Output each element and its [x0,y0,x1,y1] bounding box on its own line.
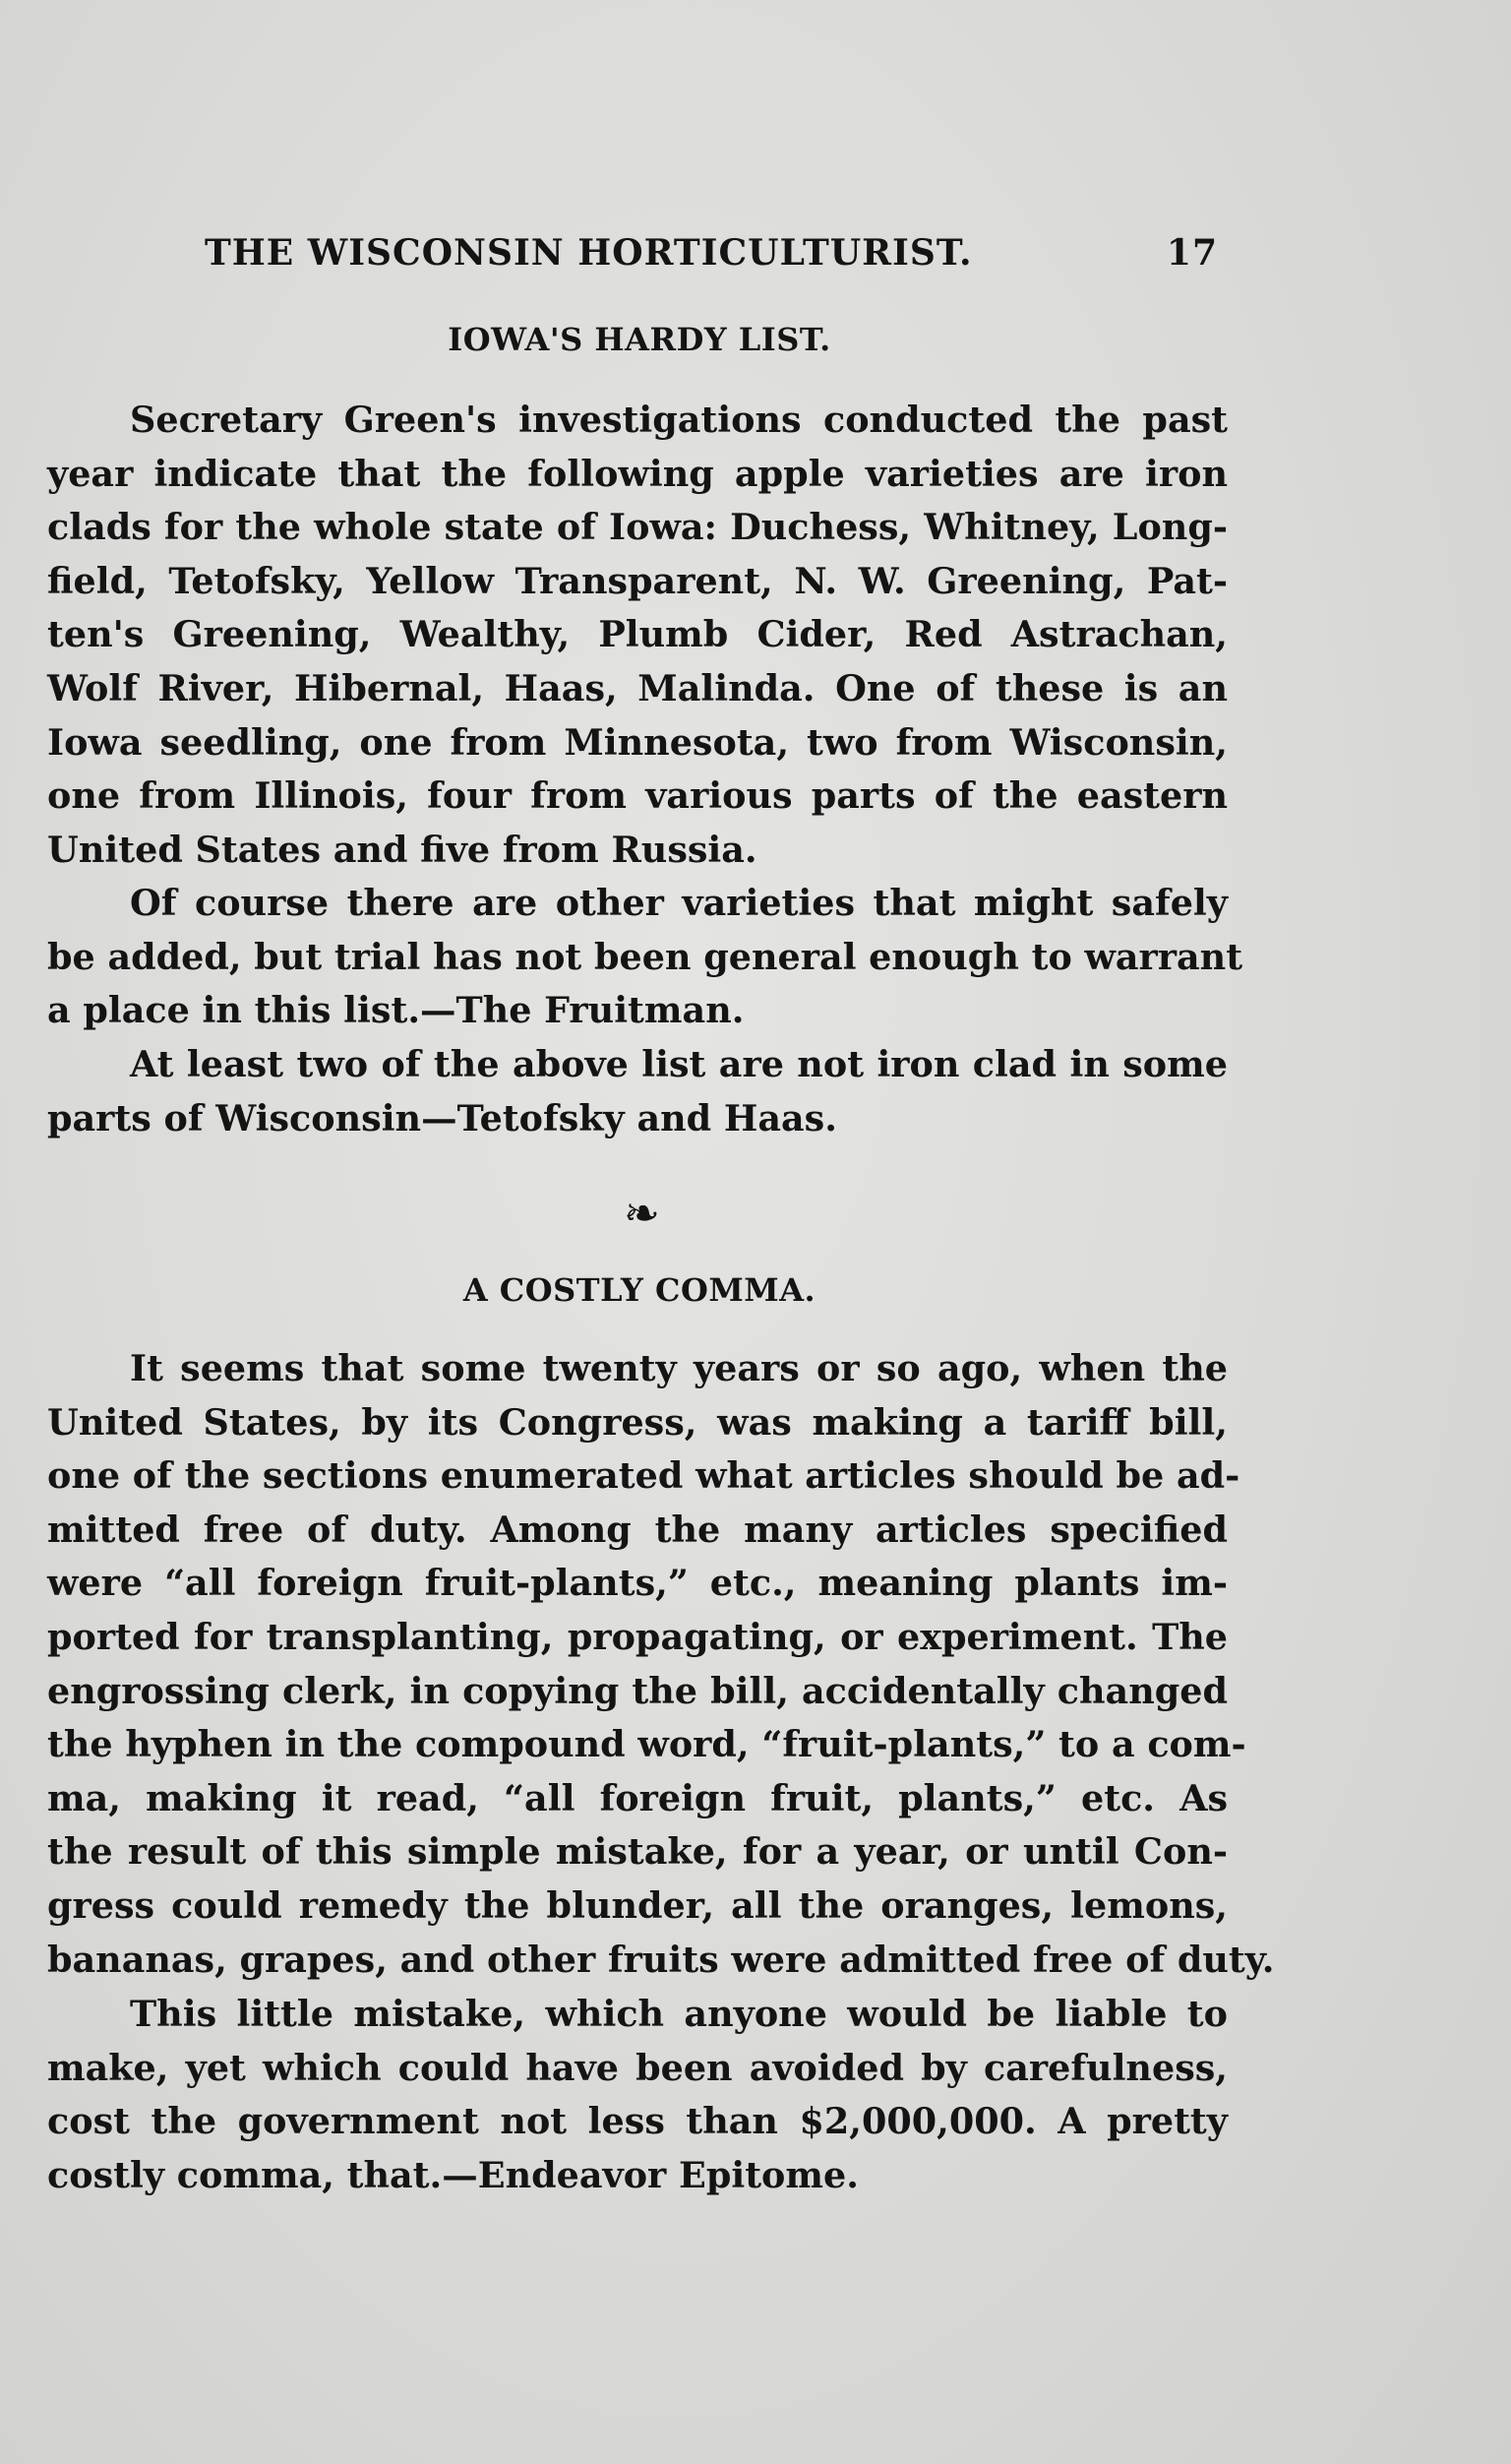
text-line: a place in this list.—The Fruitman. [47,989,745,1032]
text-line: It seems that some twenty years or so ago, when the [130,1347,1228,1389]
text-line: mitted free of duty. Among the many articles specified [47,1508,1228,1551]
text-line: clads for the whole state of Iowa: Duchess, Whitney, Long- [47,506,1228,549]
text-line: be added, but trial has not been general enough to warrant [47,935,1243,978]
text-line: cost the government not less than $2,000,000. A pretty [47,2100,1228,2143]
text-line: ported for transplanting, propagating, or experiment. The [47,1615,1228,1658]
text-line: At least two of the above list are not iron clad in some [130,1043,1228,1085]
text-line: Of course there are other varieties that might safely [130,882,1228,924]
text-line: ten's Greening, Wealthy, Plumb Cider, Red Astrachan, [47,613,1228,656]
paragraph-iron-clad-note [47,1038,1228,1145]
text-line: parts of Wisconsin—Tetofsky and Haas. [47,1096,837,1140]
running-title: THE WISCONSIN HORTICULTURIST. [205,232,973,274]
text-line: engrossing clerk, in copying the bill, accidentally changed [47,1669,1228,1712]
section-divider-ornament: ❧ [624,1189,660,1239]
text-line: United States, by its Congress, was making a tariff bill, [47,1400,1228,1444]
paragraph-other-varieties [47,877,1243,1038]
text-line: the result of this simple mistake, for a year, or until Con- [47,1830,1228,1874]
paragraph-tariff-bill [47,1342,1275,1987]
text-line: Secretary Green's investigations conducted the past [130,399,1228,441]
text-line: make, yet which could have been avoided by carefulness, [47,2046,1228,2089]
text-line: year indicate that the following apple varieties are iron [47,452,1228,495]
text-line: gress could remedy the blunder, all the oranges, lemons, [47,1883,1228,1927]
section-heading-iowas-hardy-list: IOWA'S HARDY LIST. [448,321,831,358]
text-line: one from Illinois, four from various parts of the eastern [47,774,1228,818]
page-number: 17 [1166,232,1218,274]
text-line: Wolf River, Hibernal, Haas, Malinda. One of these is an [47,666,1228,709]
text-line: field, Tetofsky, Yellow Transparent, N. W. Greening, Pat- [47,559,1228,602]
text-line: the hyphen in the compound word, “fruit-plants,” to a com- [47,1723,1246,1766]
text-line: This little mistake, which anyone would be liable to [130,1993,1228,2035]
text-line: costly comma, that.—Endeavor Epitome. [47,2153,859,2196]
paragraph-iowa-list [47,394,1228,877]
text-line: bananas, grapes, and other fruits were admitted free of duty. [47,1938,1275,1981]
paragraph-costly-comma [47,1988,1228,2202]
text-line: ma, making it read, “all foreign fruit, plants,” etc. As [47,1776,1228,1819]
section-heading-a-costly-comma: A COSTLY COMMA. [462,1271,816,1309]
running-header [205,232,1238,281]
text-line: Iowa seedling, one from Minnesota, two from Wisconsin, [47,720,1228,764]
text-line: United States and five from Russia. [47,828,757,871]
text-line: were “all foreign fruit-plants,” etc., meaning plants im- [47,1562,1228,1605]
text-line: one of the sections enumerated what articles should be ad- [47,1454,1240,1498]
